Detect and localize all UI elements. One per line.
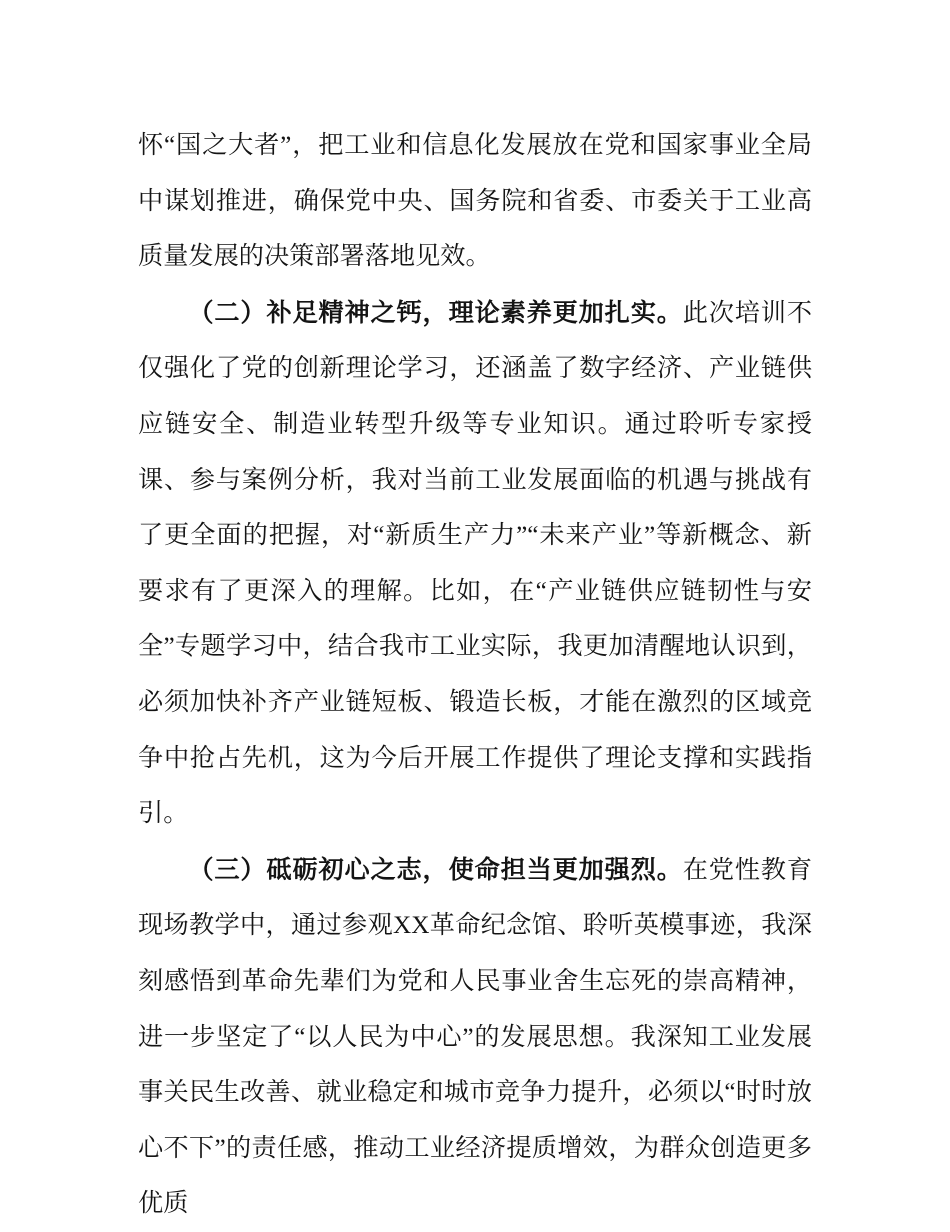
paragraph-continuation: 怀“国之大者”，把工业和信息化发展放在党和国家事业全局中谋划推进，确保党中央、国务院和省委、市委关于工业高质量发展的决策部署落地见效。 [138,132,812,271]
section-three-body: 在党性教育现场教学中，通过参观XX革命纪念馆、聆听英模事迹，我深刻感悟到革命先辈们为党和人民事业舍生忘死的崇高精神，进一步坚定了“以人民为中心”的发展思想。我深知工业发展事关民生改善、就业稳定和城市竞争力提升，必须以“时时放心不下”的责任感，推动工业经济提质增效，为群众创造更多优质 [138,856,813,1218]
document-text-column [138,118,812,1232]
section-three-paragraph [138,842,812,1232]
section-three-heading: （三）砥砺初心之志，使命担当更加强烈。 [188,854,683,884]
section-two-paragraph [138,285,812,842]
section-two-heading: （二）补足精神之钙，理论素养更加扎实。 [188,297,683,327]
section-two-body: 此次培训不仅强化了党的创新理论学习，还涵盖了数字经济、产业链供应链安全、制造业转型升级等专业知识。通过聆听专家授课、参与案例分析，我对当前工业发展面临的机遇与挑战有了更全面的把握，对“新质生产力”“未来产业”等新概念、新要求有了更深入的理解。比如，在“产业链供应链韧性与安全”专题学习中，结合我市工业实际，我更加清醒地认识到，必须加快补齐产业链短板、锻造长板，才能在激烈的区域竞争中抢占先机，这为今后开展工作提供了理论支撑和实践指引。 [138,299,813,828]
